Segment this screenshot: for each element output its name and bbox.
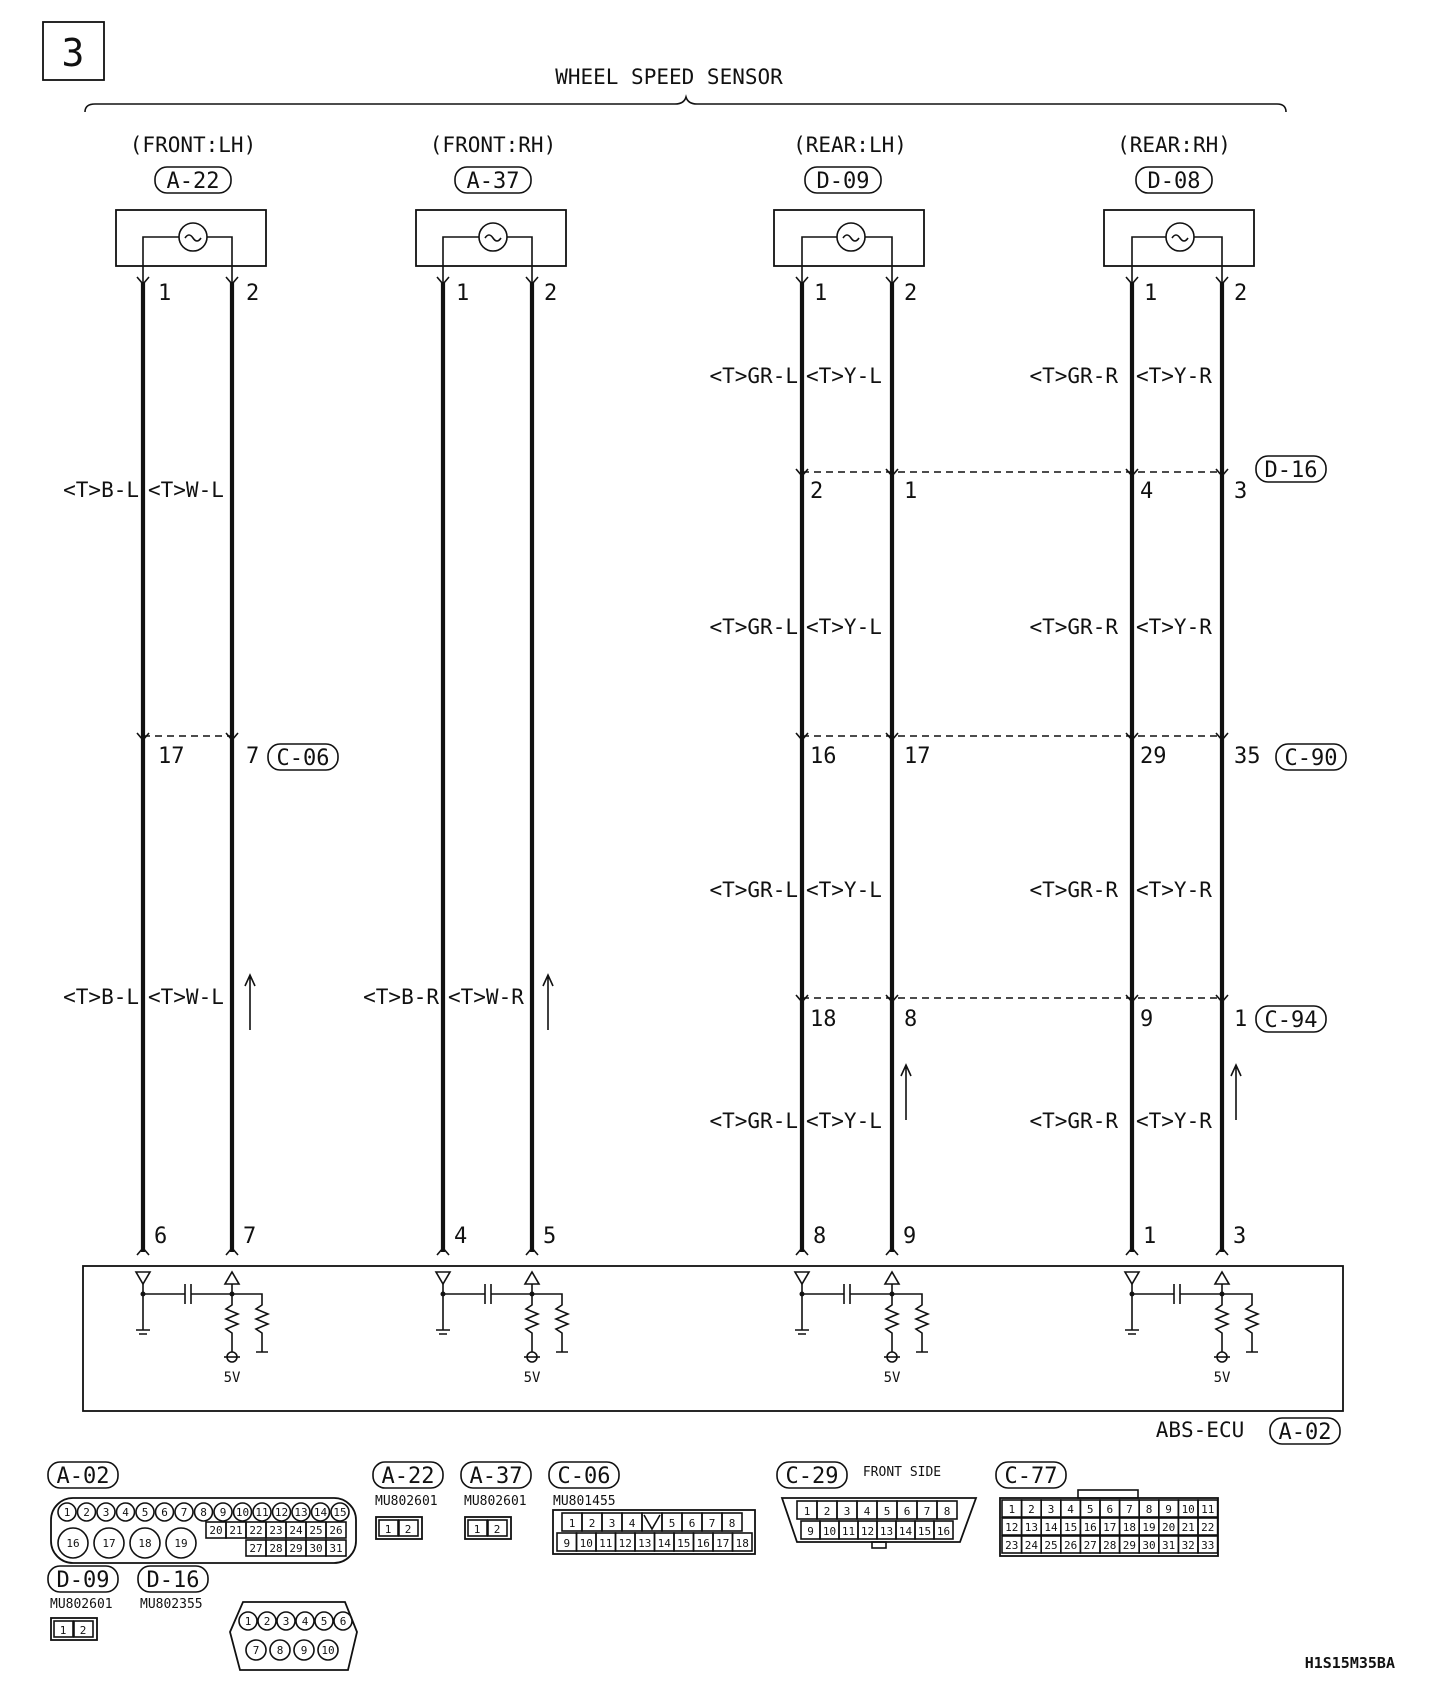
connector-pin-number: 28 <box>1103 1539 1117 1552</box>
connector-pin-number: 11 <box>599 1537 613 1550</box>
connector-pin-number: 3 <box>843 1505 851 1518</box>
sensor-box <box>116 210 266 266</box>
ecu-pin: 1 <box>1143 1224 1157 1249</box>
connector-pin-number: 22 <box>1201 1521 1215 1534</box>
connector-pin-number: 16 <box>936 1525 951 1538</box>
connector-pin-number: 18 <box>735 1537 749 1550</box>
ecu-pin: 8 <box>813 1224 827 1249</box>
ecu-pin-numbers <box>154 1224 1246 1249</box>
ecu-pin: 3 <box>1233 1224 1247 1249</box>
connector-view-id: C-29 <box>785 1464 839 1489</box>
wire-color-label: <T>B-R <box>363 985 439 1009</box>
junction-pin: 3 <box>1234 479 1248 504</box>
supply-voltage-label: 5V <box>883 1370 901 1386</box>
connector-pin-number: 8 <box>200 1506 207 1519</box>
connector-pin-number: 9 <box>219 1506 227 1519</box>
junction-pin: 17 <box>904 744 931 769</box>
sensor-position-label: (FRONT:LH) <box>129 133 257 157</box>
ecu-pin: 5 <box>543 1224 557 1249</box>
supply-voltage-label: 5V <box>223 1370 241 1386</box>
connector-pin-number: 4 <box>628 1517 636 1530</box>
junction-pin: 2 <box>810 479 824 504</box>
connector-pin-number: 24 <box>1024 1539 1039 1552</box>
title-brace <box>85 97 1286 112</box>
sensor-connector-id: D-09 <box>816 169 870 194</box>
connector-pin-number: 21 <box>229 1524 243 1537</box>
connector-pin-number: 30 <box>309 1542 323 1555</box>
connector-pin-number: 31 <box>1161 1539 1176 1552</box>
connector-pin-number: 16 <box>1083 1521 1097 1534</box>
connector-pin-number: 13 <box>879 1525 894 1538</box>
connector-pin-number: 5 <box>883 1505 891 1518</box>
connector-view-c06 <box>549 1462 755 1554</box>
connector-pin-number: 22 <box>249 1524 263 1537</box>
connector-pin-number: 29 <box>289 1542 303 1555</box>
sensor-pin: 2 <box>544 281 558 306</box>
connector-pin-number: 4 <box>863 1505 871 1518</box>
connector-pin-number: 3 <box>282 1615 290 1628</box>
junction-pin: 8 <box>904 1007 918 1032</box>
diagram-title: WHEEL SPEED SENSOR <box>555 65 783 89</box>
connector-pin-number: 32 <box>1181 1539 1195 1552</box>
ecu-connector-id: A-02 <box>1278 1420 1332 1445</box>
connector-pin-number: 29 <box>1122 1539 1137 1552</box>
connector-pin-number: 15 <box>917 1525 932 1538</box>
connector-pin-number: 23 <box>1005 1539 1019 1552</box>
connector-pin-number: 10 <box>579 1537 593 1550</box>
junction-connector-id: C-90 <box>1284 746 1338 771</box>
connector-pin-number: 9 <box>807 1525 814 1538</box>
junction-c94 <box>796 995 1326 1033</box>
connector-pin-number: 12 <box>860 1525 875 1538</box>
ecu-pin: 9 <box>903 1224 917 1249</box>
connector-view-a37 <box>461 1462 531 1539</box>
connector-pin-number: 13 <box>294 1506 308 1519</box>
sensor-box <box>1104 210 1254 266</box>
connector-pin-number: 3 <box>608 1517 616 1530</box>
ecu-box <box>83 1266 1343 1411</box>
sensor-front-lh <box>116 133 266 306</box>
svg-text:1: 1 <box>473 1523 481 1536</box>
ecu-pin: 6 <box>154 1224 168 1249</box>
connector-pin-number: 1 <box>1008 1503 1016 1516</box>
connector-pin-number: 19 <box>1142 1521 1156 1534</box>
connector-pin-number: 2 <box>823 1505 831 1518</box>
sensor-box <box>416 210 566 266</box>
connector-pin-number: 30 <box>1142 1539 1156 1552</box>
sensor-position-label: (FRONT:RH) <box>429 133 557 157</box>
wire-color-label: <T>Y-R <box>1136 364 1212 388</box>
connector-pin-number: 1 <box>244 1615 252 1628</box>
svg-text:2: 2 <box>79 1624 87 1637</box>
ecu-name: ABS-ECU <box>1155 1418 1245 1442</box>
connector-pin-number: 31 <box>329 1542 343 1555</box>
junction-d16 <box>796 456 1326 504</box>
sensor-pin: 1 <box>158 281 172 306</box>
connector-pin-number: 20 <box>1161 1521 1176 1534</box>
connector-pin-number: 15 <box>333 1506 347 1519</box>
sensor-pin: 2 <box>246 281 260 306</box>
sensor-connector-id: D-08 <box>1147 169 1201 194</box>
figure-code: H1S15M35BA <box>1304 1654 1395 1672</box>
connector-pin-number: 21 <box>1181 1521 1195 1534</box>
connector-pin-number: 9 <box>563 1537 571 1550</box>
connector-pin-number: 2 <box>1028 1503 1035 1516</box>
ecu-pin: 7 <box>243 1224 257 1249</box>
connector-pin-number: 25 <box>1044 1539 1058 1552</box>
connector-part-number: MU802601 <box>50 1597 113 1612</box>
ecu-input-circuits <box>136 1272 1258 1386</box>
connector-pin-number: 23 <box>269 1524 283 1537</box>
connector-pin-number: 27 <box>1083 1539 1097 1552</box>
connector-view-c77 <box>996 1462 1218 1556</box>
sensor-position-label: (REAR:RH) <box>1117 133 1231 157</box>
sensor-front-rh <box>416 133 566 306</box>
connector-pin-number: 18 <box>138 1537 152 1550</box>
connector-pin-number: 3 <box>102 1506 110 1519</box>
connector-pin-number: 16 <box>66 1537 80 1550</box>
wire-labels <box>63 364 1212 1133</box>
sensor-rear-lh <box>774 133 924 306</box>
wire-color-label: <T>Y-L <box>806 615 882 639</box>
svg-text:2: 2 <box>493 1523 501 1536</box>
connector-pin-number: 25 <box>309 1524 323 1537</box>
junction-c90 <box>796 733 1346 771</box>
junction-pin: 7 <box>246 744 260 769</box>
connector-pin-number: 24 <box>289 1524 303 1537</box>
connector-pin-number: 7 <box>1126 1503 1133 1516</box>
connector-pin-number: 33 <box>1201 1539 1215 1552</box>
svg-text:1: 1 <box>384 1523 392 1536</box>
connector-pin-number: 13 <box>1024 1521 1039 1534</box>
supply-voltage-label: 5V <box>1213 1370 1231 1386</box>
connector-pin-number: 10 <box>321 1644 335 1657</box>
junction-pin: 1 <box>1234 1007 1248 1032</box>
connector-pin-number: 5 <box>141 1506 149 1519</box>
connector-pin-number: 8 <box>276 1644 284 1657</box>
wire-color-label: <T>GR-R <box>1029 364 1118 388</box>
wire-color-label: <T>W-L <box>148 985 224 1009</box>
connector-pin-number: 10 <box>235 1506 250 1519</box>
connector-pin-number: 19 <box>174 1537 188 1550</box>
wire-color-label: <T>GR-L <box>709 364 798 388</box>
junction-connector-id: C-06 <box>276 746 330 771</box>
connector-pin-number: 8 <box>1145 1503 1153 1516</box>
connector-pin-number: 9 <box>1165 1503 1172 1516</box>
connector-pin-number: 9 <box>300 1644 308 1657</box>
supply-voltage-label: 5V <box>523 1370 541 1386</box>
connector-pin-number: 6 <box>339 1615 347 1628</box>
connector-pin-number: 6 <box>161 1506 168 1519</box>
sensor-position-label: (REAR:LH) <box>793 133 907 157</box>
junction-pin: 9 <box>1140 1007 1154 1032</box>
connector-pin-number: 5 <box>668 1517 676 1530</box>
connector-view-c29 <box>777 1462 976 1548</box>
connector-pin-number: 7 <box>708 1517 716 1530</box>
junction-pin: 18 <box>810 1007 837 1032</box>
junction-connector-id: C-94 <box>1264 1008 1318 1033</box>
connector-pin-number: 3 <box>1047 1503 1055 1516</box>
arrow-up-icon <box>543 975 553 1030</box>
connector-view-a02 <box>48 1462 356 1563</box>
connector-pin-number: 7 <box>252 1644 260 1657</box>
connector-pin-number: 10 <box>822 1525 837 1538</box>
ecu-input-circuit <box>1125 1272 1258 1386</box>
connector-pin-number: 14 <box>898 1525 913 1538</box>
connector-pin-number: 15 <box>1063 1521 1078 1534</box>
connector-pin-number: 2 <box>263 1615 271 1628</box>
wire-color-label: <T>GR-L <box>709 615 798 639</box>
connector-pin-number: 2 <box>588 1517 596 1530</box>
connector-view-id: D-09 <box>56 1568 110 1593</box>
connector-pin-number: 4 <box>301 1615 309 1628</box>
junction-connector-id: D-16 <box>1264 458 1318 483</box>
connector-view-a22 <box>373 1462 443 1539</box>
connector-pin-number: 5 <box>320 1615 328 1628</box>
sensor-pin: 1 <box>1144 281 1158 306</box>
connector-part-number: MU802601 <box>464 1494 527 1509</box>
connector-pin-number: 14 <box>657 1537 671 1550</box>
wire-color-label: <T>Y-L <box>806 1109 882 1133</box>
connector-pin-number: 5 <box>1086 1503 1094 1516</box>
connector-pin-number: 7 <box>180 1506 188 1519</box>
wire-color-label: <T>Y-R <box>1136 878 1212 902</box>
junction-pin: 17 <box>158 744 185 769</box>
wire-color-label: <T>GR-R <box>1029 1109 1118 1133</box>
connector-pin-number: 6 <box>688 1517 696 1530</box>
connector-view-d16 <box>138 1566 357 1670</box>
connector-pin-number: 6 <box>903 1505 911 1518</box>
connector-pin-number: 6 <box>1106 1503 1114 1516</box>
connector-pin-number: 13 <box>638 1537 652 1550</box>
connector-pin-number: 14 <box>313 1506 328 1519</box>
connector-pin-number: 28 <box>269 1542 283 1555</box>
connector-pin-number: 26 <box>1063 1539 1078 1552</box>
wire-color-label: <T>Y-R <box>1136 615 1212 639</box>
connector-pin-number: 11 <box>255 1506 269 1519</box>
sensor-pin: 1 <box>456 281 470 306</box>
junction-pin: 29 <box>1140 744 1167 769</box>
arrow-up-icon <box>1231 1065 1241 1120</box>
junction-pin: 1 <box>904 479 918 504</box>
connector-view-id: A-37 <box>469 1464 523 1489</box>
ecu-pin: 4 <box>454 1224 468 1249</box>
junction-pin: 16 <box>810 744 837 769</box>
wire-color-label: <T>Y-L <box>806 364 882 388</box>
connector-view-d09 <box>48 1566 118 1640</box>
ecu-input-circuit <box>795 1272 928 1386</box>
sensor-connector-id: A-37 <box>466 169 520 194</box>
connector-pin-number: 17 <box>1103 1521 1117 1534</box>
connector-pin-number: 4 <box>122 1506 129 1519</box>
connector-pin-number: 12 <box>274 1506 289 1519</box>
wire-color-label: <T>Y-R <box>1136 1109 1212 1133</box>
wire-color-label: <T>GR-L <box>709 878 798 902</box>
wire-color-label: <T>GR-R <box>1029 615 1118 639</box>
connector-part-number: MU801455 <box>553 1494 616 1509</box>
sensor-pin: 2 <box>904 281 918 306</box>
connector-pin-number: 16 <box>696 1537 710 1550</box>
connector-pin-number: 11 <box>841 1525 856 1538</box>
sensor-pin: 1 <box>814 281 828 306</box>
connector-pin-number: 1 <box>803 1505 811 1518</box>
connector-part-number: MU802355 <box>140 1597 203 1612</box>
arrow-up-icon <box>901 1065 911 1120</box>
wire-color-label: <T>W-R <box>448 985 524 1009</box>
sensor-rear-rh <box>1104 133 1254 306</box>
connector-pin-number: 17 <box>102 1537 116 1550</box>
connector-pin-number: 4 <box>1067 1503 1074 1516</box>
connector-pin-number: 8 <box>943 1505 951 1518</box>
arrow-up-icon <box>245 975 255 1030</box>
connector-pin-number: 8 <box>728 1517 736 1530</box>
connector-pin-number: 27 <box>249 1542 263 1555</box>
page-number: 3 <box>61 31 85 75</box>
connector-pin-number: 1 <box>63 1506 71 1519</box>
connector-pin-number: 14 <box>1044 1521 1058 1534</box>
connector-pin-number: 10 <box>1181 1503 1195 1516</box>
connector-view-id: C-77 <box>1004 1464 1058 1489</box>
connector-pin-number: 11 <box>1201 1503 1215 1516</box>
junction-pin: 35 <box>1234 744 1261 769</box>
svg-text:2: 2 <box>404 1523 412 1536</box>
wire-color-label: <T>GR-R <box>1029 878 1118 902</box>
junction-c06 <box>137 733 338 771</box>
connector-views <box>48 1462 1218 1670</box>
connector-part-number: MU802601 <box>375 1494 438 1509</box>
connector-pin-number: 18 <box>1122 1521 1137 1534</box>
wire-color-label: <T>Y-L <box>806 878 882 902</box>
ecu-input-circuit <box>136 1272 268 1386</box>
sensor-box <box>774 210 924 266</box>
wire-color-label: <T>GR-L <box>709 1109 798 1133</box>
connector-pin-number: 7 <box>923 1505 931 1518</box>
sensor-pin: 2 <box>1234 281 1248 306</box>
connector-pin-number: 2 <box>83 1506 90 1519</box>
connector-pin-number: 12 <box>618 1537 632 1550</box>
connector-pin-number: 17 <box>716 1537 730 1550</box>
connector-pin-number: 1 <box>568 1517 576 1530</box>
wire-color-label: <T>B-L <box>63 985 139 1009</box>
wire-color-label: <T>B-L <box>63 478 139 502</box>
connector-pin-number: 15 <box>677 1537 691 1550</box>
connector-pin-number: 26 <box>329 1524 343 1537</box>
connector-view-id: A-02 <box>56 1464 110 1489</box>
junction-pin: 4 <box>1140 479 1154 504</box>
sensor-connector-id: A-22 <box>166 169 220 194</box>
wire-color-label: <T>W-L <box>148 478 224 502</box>
connector-pin-number: 20 <box>209 1524 223 1537</box>
connector-view-id: D-16 <box>146 1568 200 1593</box>
abs-ecu <box>83 1266 1343 1445</box>
connector-view-id: C-06 <box>557 1464 611 1489</box>
connector-note: FRONT SIDE <box>862 1465 942 1480</box>
svg-text:1: 1 <box>59 1624 67 1637</box>
connector-pin-number: 12 <box>1005 1521 1019 1534</box>
connector-view-id: A-22 <box>381 1464 435 1489</box>
ecu-input-circuit <box>436 1272 568 1386</box>
